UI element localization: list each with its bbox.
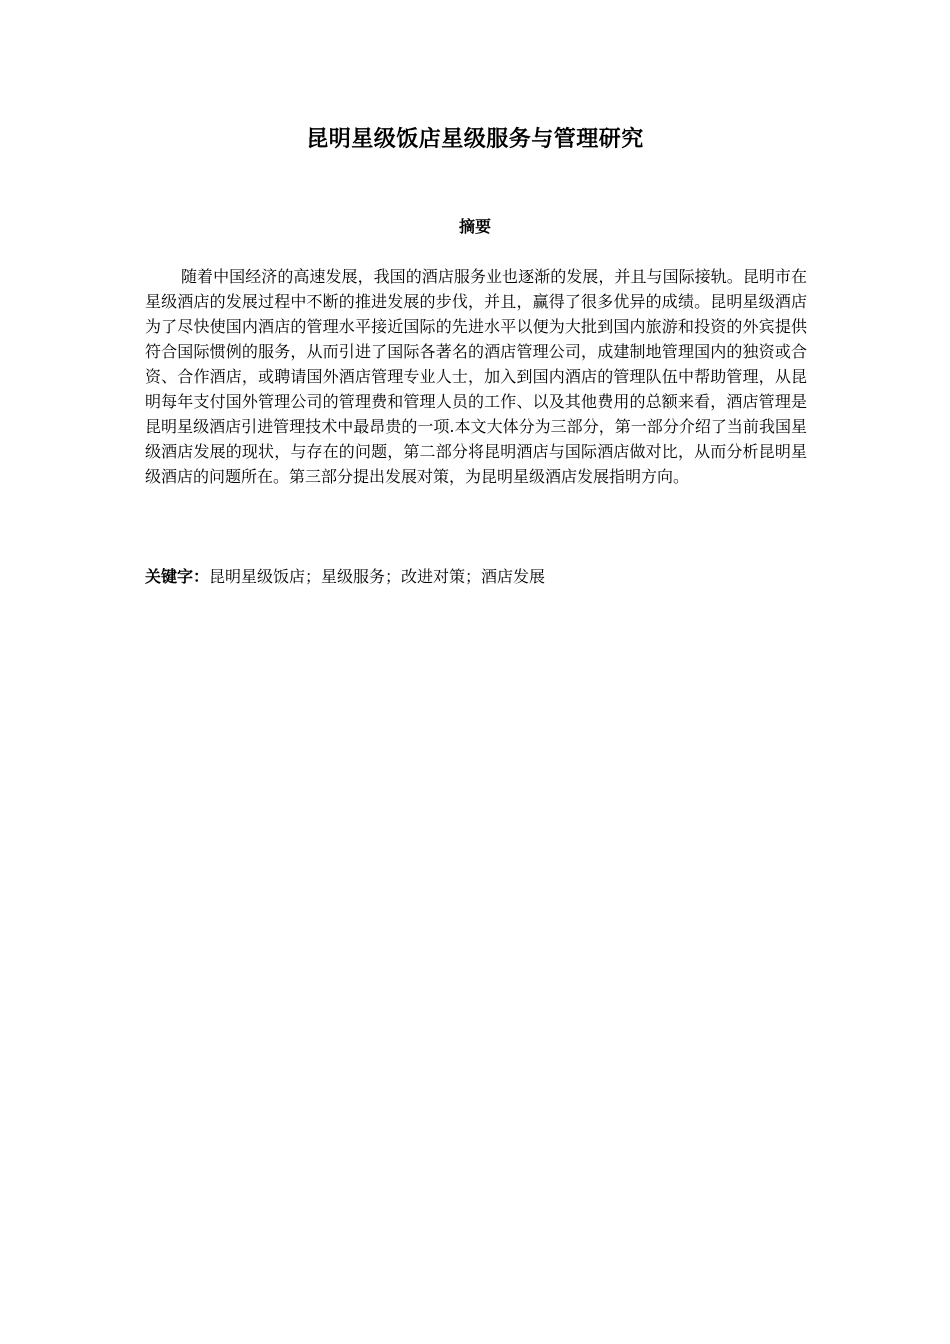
keywords-line (145, 565, 807, 590)
document-title: 昆明星级饭店星级服务与管理研究 (306, 127, 644, 152)
keywords-value: 昆明星级饭店；星级服务；改进对策；酒店发展 (209, 567, 546, 586)
keywords-label: 关键字： (145, 567, 210, 586)
abstract-text: 随着中国经济的高速发展，我国的酒店服务业也逐渐的发展，并且与国际接轨。昆明市在星级酒店的发展过程中不断的推进发展的步伐，并且，赢得了很多优异的成绩。昆明星级酒店为了尽快使国内酒店的管理水平接近国际的先进水平以便为大批到国内旅游和投资的外宾提供符合国际惯例的服务，从而引进了国际各著名的酒店管理公司，成建制地管理国内的独资或合资、合作酒店，或聘请国外酒店管理专业人士，加入到国内酒店的管理队伍中帮助管理，从昆明每年支付国外管理公司的管理费和管理人员的工作、以及其他费用的总额来看，酒店管理是昆明星级酒店引进管理技术中最昂贵的一项.本文大体分为三部分，第一部分介绍了当前我国星级酒店发展的现状，与存在的问题，第二部分将昆明酒店与国际酒店做对比，从而分析昆明星级酒店的问题所在。第三部分提出发展对策，为昆明星级酒店发展指明方向。 (145, 267, 807, 486)
abstract-heading: 摘要 (458, 217, 491, 236)
